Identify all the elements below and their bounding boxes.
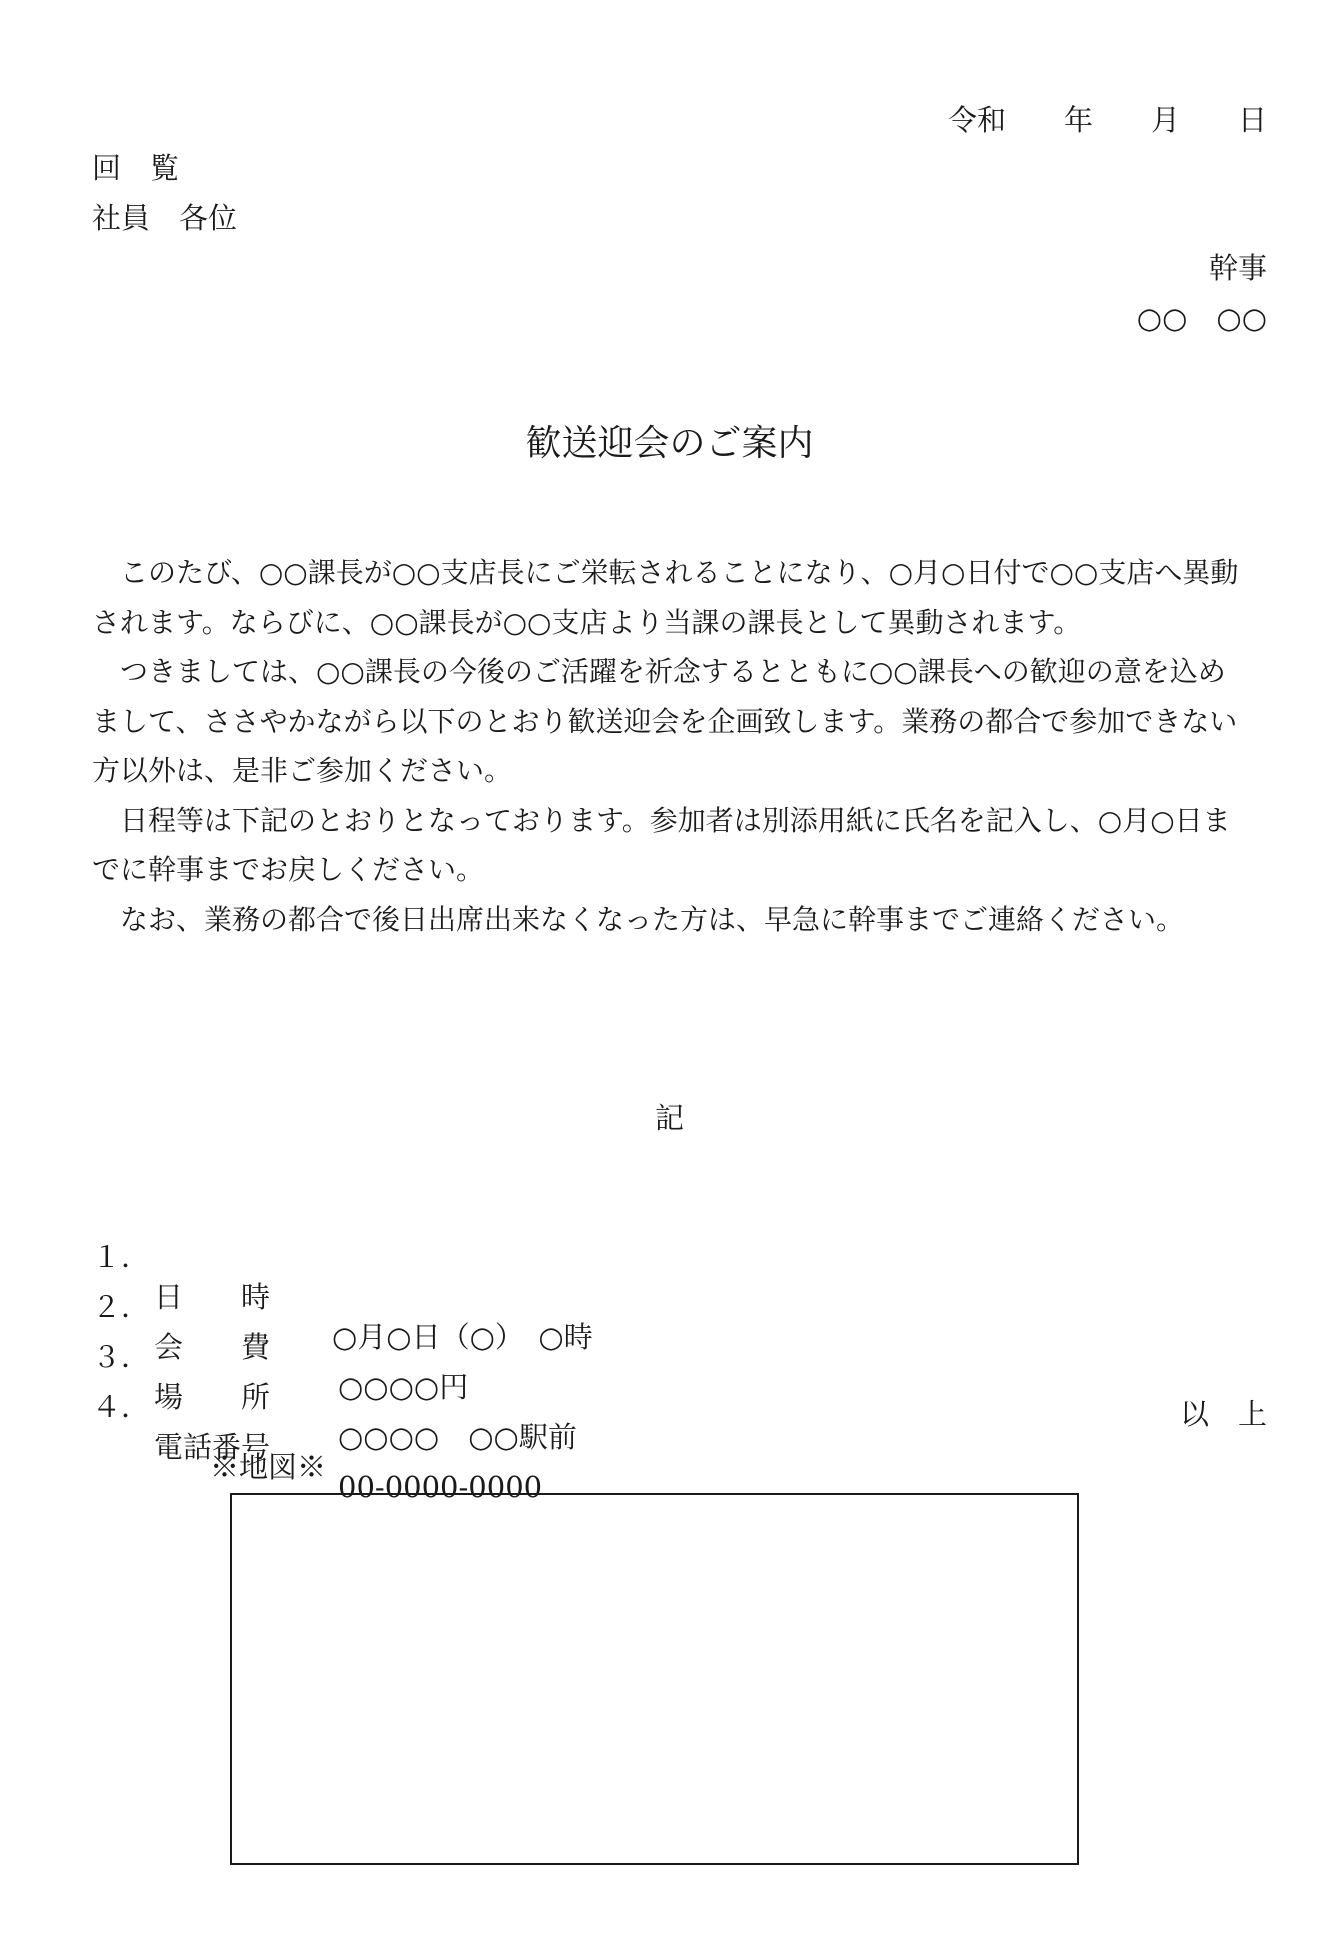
body-paragraph: なお、業務の都合で後日出席出来なくなった方は、早急に幹事までご連絡ください。: [120, 902, 1185, 936]
body-paragraph: このたび、○○課長が○○支店長にご栄転されることになり、○月○日付で○○支店へ異動されます。ならびに、○○課長が○○支店より当課の課長として異動されます。: [92, 556, 1239, 639]
sender-role: 幹事: [1208, 251, 1267, 285]
detail-value: ○○○○円: [338, 1370, 469, 1404]
detail-value: ○○○○ ○○駅前: [338, 1420, 577, 1454]
detail-value: 00-0000-0000: [338, 1470, 543, 1504]
closing-mark: 以 上: [1179, 1397, 1267, 1431]
map-placeholder-box: [230, 1493, 1079, 1865]
document-date: 令和 年 月 日: [947, 103, 1267, 137]
detail-number: ４．: [92, 1390, 151, 1424]
map-label: ※地図※: [210, 1450, 327, 1484]
sender-name: ○○ ○○: [1136, 301, 1267, 335]
detail-label: 会 費: [154, 1330, 271, 1364]
detail-label: 日 時: [154, 1280, 271, 1314]
body-paragraph: つきましては、○○課長の今後のご活躍を祈念するとともに○○課長への歓迎の意を込めまして、ささやかながら以下のとおり歓送迎会を企画致します。業務の都合で参加できない方以外は、是非ご参加ください。: [92, 655, 1238, 787]
body-paragraph: 日程等は下記のとおりとなっております。参加者は別添用紙に氏名を記入し、○月○日までに幹事までお戻しください。: [92, 803, 1231, 886]
ki-heading: 記: [654, 1101, 684, 1135]
detail-number: ３．: [92, 1340, 151, 1374]
document-title: 歓送迎会のご案内: [525, 423, 814, 464]
detail-number: ２．: [92, 1290, 151, 1324]
circulation-label: 回 覧: [92, 151, 180, 185]
recipients: 社員 各位: [92, 201, 238, 235]
body-text: [92, 548, 1252, 944]
detail-value: ○月○日（○） ○時: [332, 1320, 593, 1354]
detail-number: １．: [92, 1240, 151, 1274]
detail-label: 電話番号: [154, 1430, 271, 1464]
detail-label: 場 所: [154, 1380, 271, 1414]
